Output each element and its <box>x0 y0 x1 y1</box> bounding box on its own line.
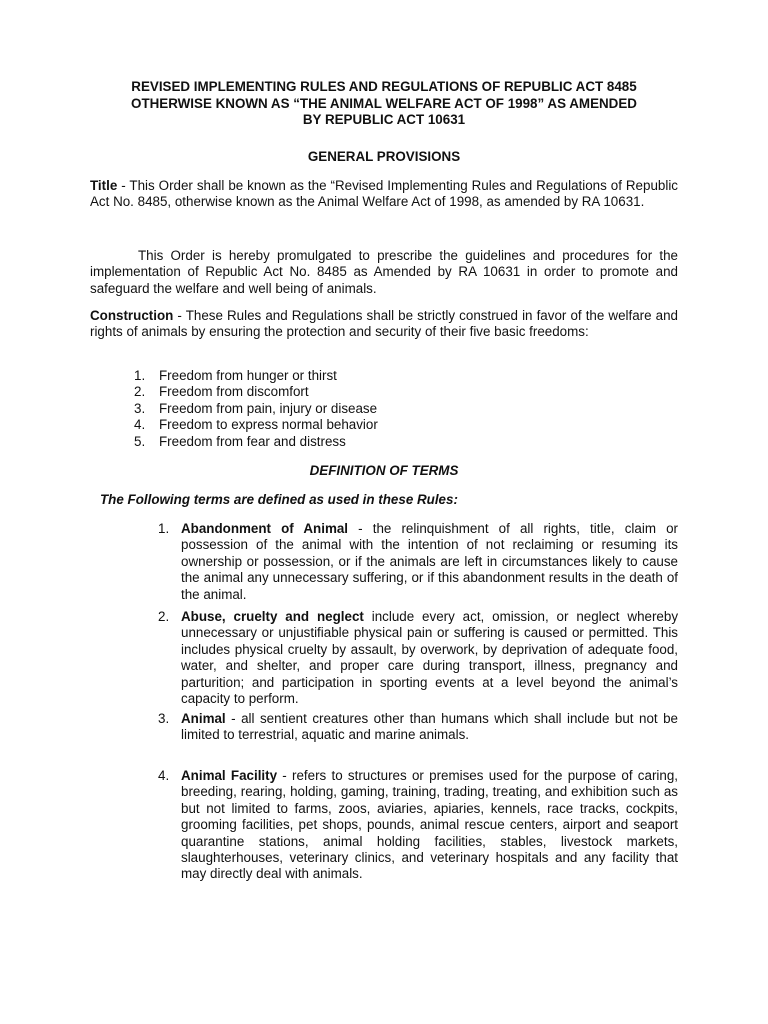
definition-term: Abuse, cruelty and neglect <box>181 609 364 624</box>
definition-item: 3. Animal - all sentient creatures other than humans which shall include but not be limited to terrestrial, aquatic and marine animals. <box>158 711 678 743</box>
definition-term: Animal <box>181 711 226 726</box>
list-item: 5. Freedom from fear and distress <box>134 433 346 449</box>
list-item: 1. Freedom from hunger or thirst <box>134 368 337 383</box>
list-item: 4. Freedom to express normal behavior <box>134 417 378 433</box>
construction-lead: Construction <box>90 308 174 323</box>
definition-text: - refers to structures or premises used for the purpose of caring, breeding, rearing, holding, gaming, training, trading, treating, and exhibition such as but not limited to farms, zoos, aviaries, apiaries, kennels, race tracks, cockpits, grooming facilities, pet shops, pounds, animal rescue centers, airport and seaport quarantine stations, animal holding facilities, stables, livestock markets, slaughterhouses, veterinary clinics, and veterinary hospitals and any facility that may directly deal with animals. <box>181 768 678 882</box>
definition-term: Abandonment of Animal <box>181 521 349 536</box>
construction-text: - These Rules and Regulations shall be strictly construed in favor of the welfare and rights of animals by ensuring the protection and security of their five basic freedoms: <box>90 308 678 340</box>
definition-text: - all sentient creatures other than humans which shall include but not be limited to terrestrial, aquatic and marine animals. <box>181 711 678 743</box>
document-title <box>90 79 678 129</box>
freedoms-list <box>134 368 378 450</box>
definition-term: Animal Facility <box>181 768 278 783</box>
definition-item: 2. Abuse, cruelty and neglect include every act, omission, or neglect whereby unnecessary or unjustifiable physical pain or suffering is caused or permitted. This includes physical cruelty by assault, by overwork, by deprivation of adequate food, water, and shelter, and proper care during transport, illness, pregnancy and parturition; and participation in sporting events at a level beyond the animal’s capacity to perform. <box>158 609 679 707</box>
list-item: 3. Freedom from pain, injury or disease <box>134 400 378 416</box>
title-line-1: REVISED IMPLEMENTING RULES AND REGULATIONS OF REPUBLIC ACT 8485 <box>131 79 637 94</box>
list-item: 2. Freedom from discomfort <box>134 384 309 400</box>
general-provisions-heading: GENERAL PROVISIONS <box>307 149 461 164</box>
definition-text: - the relinquishment of all rights, title, claim or possession of the animal with the intention of not reclaiming or resuming its ownership or possession, or if the animals are left in circumstances likely to cause the animal any unnecessary suffering, or if this abandonment results in the death of the animal. <box>181 521 678 602</box>
title-line-3: BY REPUBLIC ACT 10631 <box>302 112 466 128</box>
order-text: This Order is hereby promulgated to prescribe the guidelines and procedures for the implementation of Republic Act No. 8485 as Amended by RA 10631 in order to promote and safeguard the welfare and well being of animals. <box>90 248 678 296</box>
title-text: - This Order shall be known as the “Revised Implementing Rules and Regulations of Republic Act No. 8485, otherwise known as the Animal Welfare Act of 1998, as amended by RA 10631. <box>90 178 678 210</box>
definition-item: 1. Abandonment of Animal - the relinquishment of all rights, title, claim or possession of the animal with the intention of not reclaiming or resuming its ownership or possession, or if the animals are left in circumstances likely to cause the animal any unnecessary suffering, or if this abandonment results in the death of the animal. <box>158 521 678 602</box>
construction-paragraph <box>90 308 678 341</box>
title-lead: Title <box>90 178 118 193</box>
definitions-intro: The Following terms are defined as used in these Rules: <box>100 492 458 507</box>
title-line-2: OTHERWISE KNOWN AS “THE ANIMAL WELFARE ACT OF 1998” AS AMENDED <box>131 95 637 111</box>
definitions-heading: DEFINITION OF TERMS <box>309 463 459 478</box>
title-paragraph <box>90 178 678 211</box>
order-paragraph <box>90 248 678 297</box>
definition-item: 4. Animal Facility - refers to structures or premises used for the purpose of caring, breeding, rearing, holding, gaming, training, trading, treating, and exhibition such as but not limited to farms, zoos, aviaries, apiaries, kennels, race tracks, cockpits, grooming facilities, pet shops, pounds, animal rescue centers, airport and seaport quarantine stations, animal holding facilities, stables, livestock markets, slaughterhouses, veterinary clinics, and veterinary hospitals and any facility that may directly deal with animals. <box>158 768 678 882</box>
definition-text: include every act, omission, or neglect whereby unnecessary or unjustifiable physical pain or suffering is caused or permitted. This includes physical cruelty by assault, by overwork, by deprivation of adequate food, water, and shelter, and proper care during transport, illness, pregnancy and parturition; and participation in sporting events at a level beyond the animal’s capacity to perform. <box>181 609 679 707</box>
